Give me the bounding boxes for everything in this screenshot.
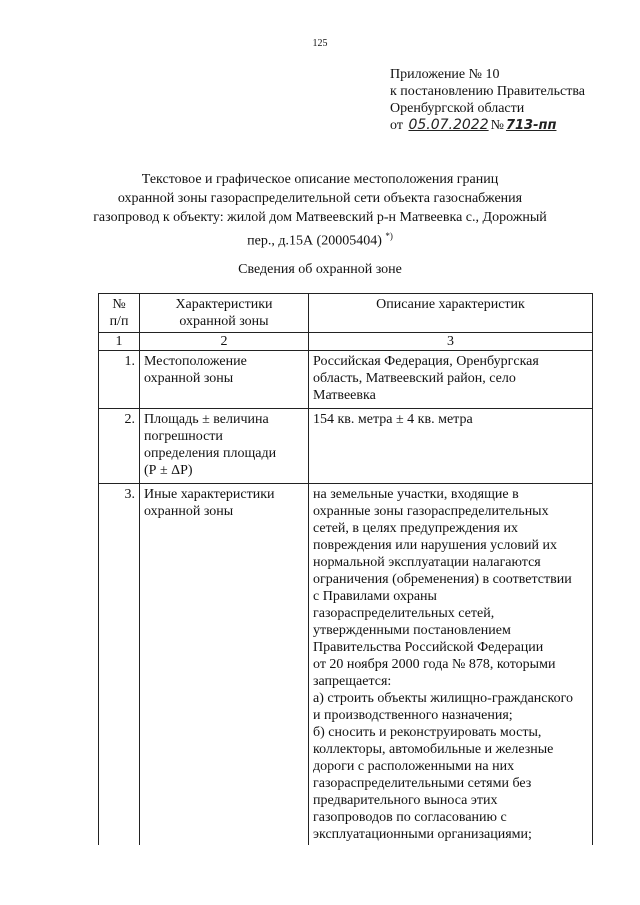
col-number-3: 3	[309, 333, 593, 351]
header-num-line-1: №	[112, 297, 126, 312]
title-line-4	[60, 227, 580, 251]
row-1-description	[309, 351, 593, 409]
row-3-desc-line: эксплуатационными организациями;	[313, 827, 532, 842]
row-3-desc-line: от 20 ноября 2000 года № 878, которыми	[313, 657, 556, 672]
row-3-desc-line: охранные зоны газораспределительных	[313, 504, 549, 519]
row-1-characteristic	[140, 351, 309, 409]
section-title: Сведения об охранной зоне	[238, 262, 402, 277]
row-3-desc-line: сетей, в целях предупреждения их	[313, 521, 518, 536]
row-3-description	[309, 484, 593, 846]
row-3-desc-line: Правительства Российской Федерации	[313, 640, 544, 655]
row-3-desc-line: на земельные участки, входящие в	[313, 487, 519, 502]
table-header-row	[99, 294, 593, 333]
row-3-desc-line: и производственного назначения;	[313, 708, 513, 723]
row-3-num: 3.	[99, 484, 140, 846]
title-line-4-text: пер., д.15А (20005404)	[247, 233, 382, 249]
row-1-desc-line: область, Матвеевский район, село	[313, 371, 516, 386]
row-2-num: 2.	[99, 409, 140, 484]
row-1-char-line: охранной зоны	[144, 371, 234, 386]
row-2-char-line: определения площади	[144, 446, 277, 461]
column-number-row	[99, 333, 593, 351]
appendix-date-line	[390, 117, 585, 134]
row-3-desc-line: газораспределительных сетей,	[313, 606, 495, 621]
row-1-desc-line: Российская Федерация, Оренбургская	[313, 354, 539, 369]
number-sign: №	[490, 118, 504, 133]
row-3-desc-line: б) сносить и реконструировать мосты,	[313, 725, 542, 740]
row-3-desc-line: с Правилами охраны	[313, 589, 437, 604]
row-2-char-line: погрешности	[144, 429, 223, 444]
header-characteristics	[140, 294, 309, 333]
row-3-desc-line: утвержденными постановлением	[313, 623, 511, 638]
row-2-char-line: (Р ± ΔР)	[144, 463, 193, 478]
title-line-3: газопровод к объекту: жилой дом Матвеевский р-н Матвеевка с., Дорожный	[93, 210, 547, 225]
header-num	[99, 294, 140, 333]
row-2-desc-line: 154 кв. метра ± 4 кв. метра	[313, 412, 473, 427]
handwritten-date: 05.07.2022	[408, 117, 489, 133]
row-3-desc-line: повреждения или нарушения условий их	[313, 538, 557, 553]
appendix-line-2: к постановлению Правительства	[390, 84, 586, 99]
row-1-num: 1.	[99, 351, 140, 409]
header-num-line-2: п/п	[109, 314, 129, 329]
row-3-desc-line: газораспределительными сетями без	[313, 776, 532, 791]
header-char-line-1: Характеристики	[175, 297, 273, 312]
row-3-char-line: Иные характеристики	[144, 487, 275, 502]
title-line-2: охранной зоны газораспределительной сети объекта газоснабжения	[117, 191, 523, 206]
row-3-desc-line: нормальной эксплуатации налагаются	[313, 555, 541, 570]
title-line-1: Текстовое и графическое описание местоположения границ	[141, 172, 499, 187]
row-3-desc-line: ограничения (обременения) в соответствии	[313, 572, 572, 587]
appendix-line-3: Оренбургской области	[390, 101, 525, 116]
row-2-description	[309, 409, 593, 484]
appendix-block	[390, 66, 585, 134]
header-char-line-2: охранной зоны	[179, 314, 269, 329]
row-3-desc-line: предварительного выноса этих	[313, 793, 498, 808]
footnote-mark: *)	[385, 231, 393, 241]
row-1-desc-line: Матвеевка	[313, 388, 376, 403]
row-3-characteristic	[140, 484, 309, 846]
row-3-desc-line: дороги с расположенными на них	[313, 759, 515, 774]
table-row	[99, 351, 593, 409]
row-2-characteristic	[140, 409, 309, 484]
row-2-char-line: Площадь ± величина	[144, 412, 269, 427]
date-prefix: от	[390, 118, 403, 133]
table-row	[99, 409, 593, 484]
appendix-line-1: Приложение № 10	[390, 67, 500, 82]
row-3-desc-line: газопроводов по согласованию с	[313, 810, 507, 825]
header-description: Описание характеристик	[309, 294, 593, 333]
protection-zone-table	[98, 293, 593, 845]
row-1-char-line: Местоположение	[144, 354, 247, 369]
col-number-2: 2	[140, 333, 309, 351]
row-3-desc-line: коллекторы, автомобильные и железные	[313, 742, 554, 757]
document-title	[60, 170, 580, 251]
table-row	[99, 484, 593, 846]
col-number-1: 1	[99, 333, 140, 351]
page-number: 125	[312, 38, 328, 49]
handwritten-number: 713-пп	[505, 118, 557, 133]
row-3-desc-line: запрещается:	[313, 674, 392, 689]
row-3-char-line: охранной зоны	[144, 504, 234, 519]
row-3-desc-line: а) строить объекты жилищно-гражданского	[313, 691, 573, 706]
